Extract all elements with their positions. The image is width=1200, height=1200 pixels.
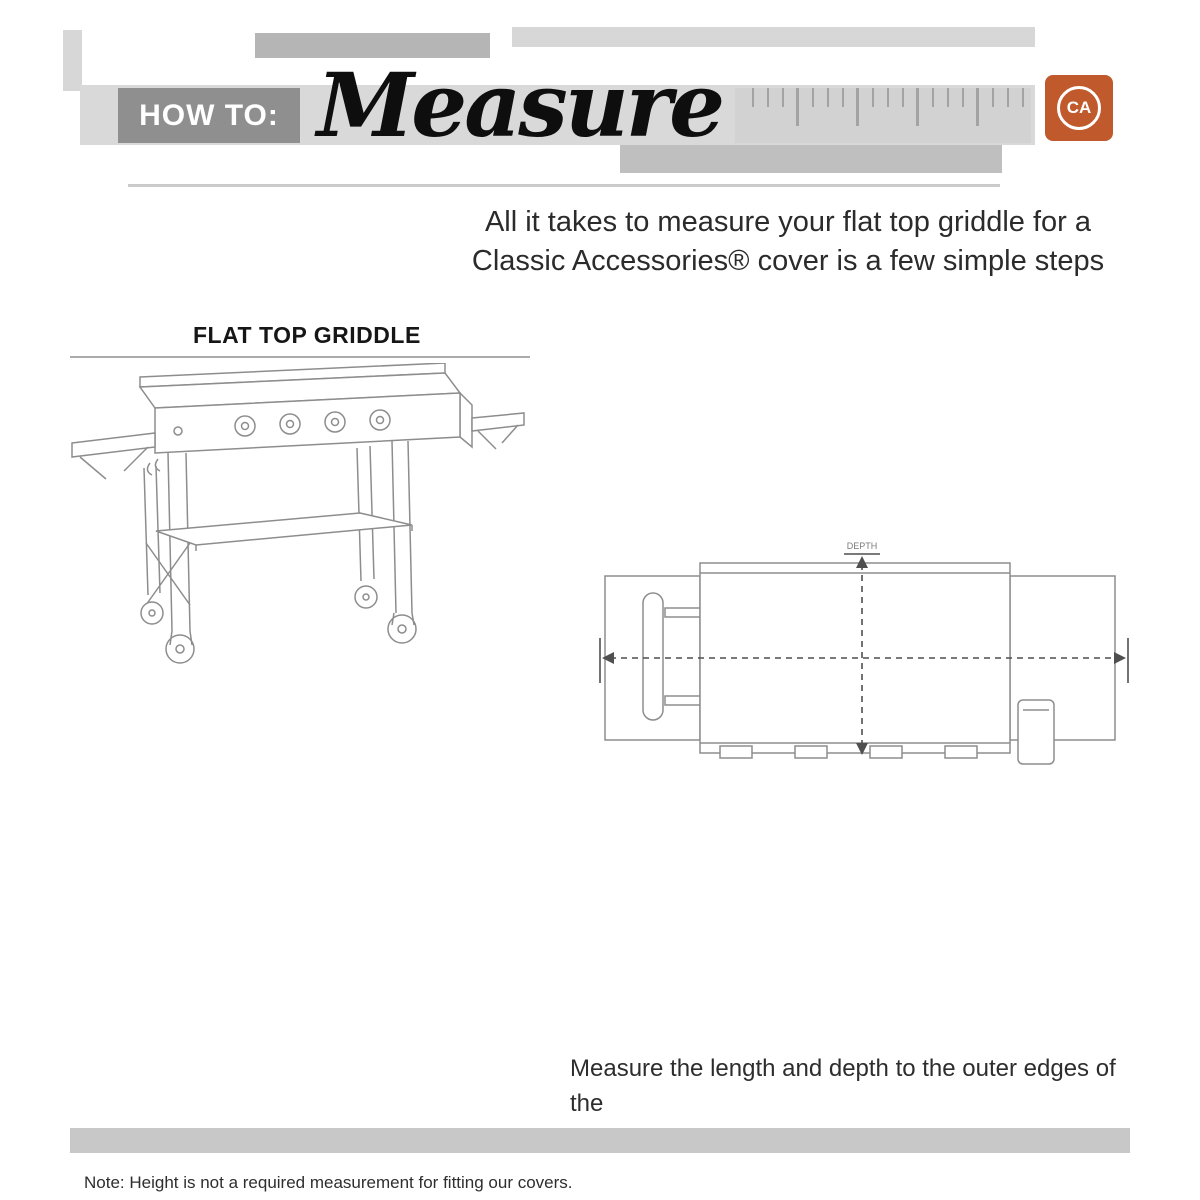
wheels (141, 586, 416, 663)
header-decor-tab (63, 30, 82, 91)
flat-top-griddle-title: FLAT TOP GRIDDLE (193, 322, 421, 348)
logo-monogram: CA (1066, 98, 1092, 117)
knob (795, 746, 827, 758)
burner-knob (280, 414, 300, 434)
classic-accessories-logo (1045, 75, 1113, 141)
measure-script-title: Measure (316, 53, 723, 157)
caption-line-1: Measure the length and depth to the outer edges of the (570, 1055, 1116, 1117)
topdown-left-shelf (605, 576, 700, 740)
burner-knob (325, 412, 345, 432)
logo-ring (1057, 86, 1101, 130)
left-diagram-rule (70, 356, 530, 358)
griddle-right-side (460, 393, 472, 447)
footnote-text: Note: Height is not a required measurement for fitting our covers. (84, 1173, 573, 1192)
intro-text (438, 203, 1138, 281)
knob (720, 746, 752, 758)
topdown-diagram (580, 538, 1140, 778)
wheel (355, 586, 377, 608)
header-decor-long-bar (512, 27, 1035, 47)
footer-gray-bar (70, 1128, 1130, 1153)
intro-line-1: All it takes to measure your flat top griddle for a (484, 206, 1092, 238)
griddle-line-drawing (60, 363, 540, 678)
topdown-main-body (700, 563, 1010, 758)
wheel (141, 602, 163, 624)
knob (945, 746, 977, 758)
header-rule-line (128, 184, 1000, 187)
ruler-graphic (735, 88, 1031, 143)
burner-knob (370, 410, 390, 430)
left-side-shelf (72, 433, 160, 479)
howto-label: HOW TO: (139, 98, 279, 132)
howto-label-box (118, 88, 300, 143)
right-side-shelf (472, 413, 524, 449)
handle (643, 593, 663, 720)
wheel (388, 615, 416, 643)
knob (870, 746, 902, 758)
intro-line-2: Classic Accessories® cover is a few simple steps (471, 245, 1105, 278)
burner-knob (235, 416, 255, 436)
depth-label: DEPTH (846, 541, 878, 551)
